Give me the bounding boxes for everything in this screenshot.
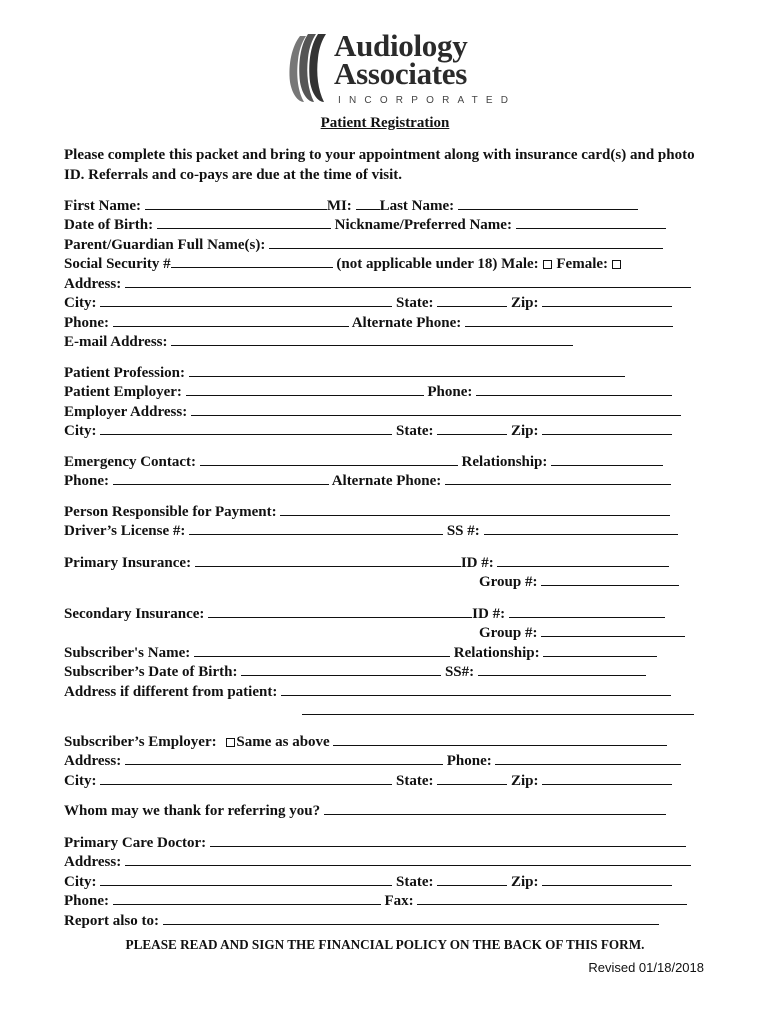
city-label: City: bbox=[64, 295, 97, 311]
employer-field[interactable] bbox=[186, 382, 424, 396]
pcp-field[interactable] bbox=[210, 833, 686, 847]
employer-city-field[interactable] bbox=[100, 421, 392, 435]
subscriber-ss-label: SS#: bbox=[444, 664, 475, 680]
intro-text: Please complete this packet and bring to your appointment along with insurance card(s) and photo ID. Referrals and co-pays are due at the time of visit. bbox=[64, 147, 695, 183]
nickname-label: Nickname/Preferred Name: bbox=[334, 217, 512, 233]
mi-label: MI: bbox=[326, 198, 352, 214]
guardian-label: Parent/Guardian Full Name(s): bbox=[64, 237, 266, 253]
last-name-label: Last Name: bbox=[379, 198, 455, 214]
ssn-note: (not applicable under 18) bbox=[336, 256, 498, 272]
responsible-label: Person Responsible for Payment: bbox=[64, 504, 277, 520]
employer-city-label: City: bbox=[64, 423, 97, 439]
emergency-relationship-label: Relationship: bbox=[461, 454, 548, 470]
subscriber-employer-zip-label: Zip: bbox=[511, 773, 539, 789]
primary-insurance-label: Primary Insurance: bbox=[64, 555, 192, 571]
logo-text-incorporated: INCORPORATED bbox=[338, 95, 517, 106]
nickname-field[interactable] bbox=[516, 215, 666, 229]
first-name-field[interactable] bbox=[145, 196, 327, 210]
pcp-phone-label: Phone: bbox=[64, 893, 109, 909]
pcp-zip-label: Zip: bbox=[511, 874, 539, 890]
report-label: Report also to: bbox=[64, 913, 159, 929]
male-checkbox[interactable] bbox=[543, 260, 552, 269]
primary-id-field[interactable] bbox=[497, 553, 669, 567]
subscriber-employer-phone-label: Phone: bbox=[446, 753, 492, 769]
same-as-above-checkbox[interactable] bbox=[226, 738, 235, 747]
pcp-fax-field[interactable] bbox=[417, 891, 687, 905]
license-ss-label: SS #: bbox=[446, 523, 480, 539]
profession-label: Patient Profession: bbox=[64, 365, 185, 381]
license-label: Driver’s License #: bbox=[64, 523, 186, 539]
profession-field[interactable] bbox=[189, 363, 625, 377]
referrer-label: Whom may we thank for referring you? bbox=[64, 803, 321, 819]
primary-id-label: ID #: bbox=[460, 555, 494, 571]
phone-label: Phone: bbox=[64, 315, 109, 331]
last-name-field[interactable] bbox=[458, 196, 638, 210]
emergency-alt-phone-label: Alternate Phone: bbox=[331, 473, 442, 489]
referrer-field[interactable] bbox=[324, 801, 666, 815]
subscriber-employer-address-label: Address: bbox=[64, 753, 122, 769]
employer-address-field[interactable] bbox=[191, 402, 681, 416]
dob-label: Date of Birth: bbox=[64, 217, 154, 233]
pcp-fax-label: Fax: bbox=[384, 893, 414, 909]
pcp-city-field[interactable] bbox=[100, 872, 392, 886]
pcp-state-label: State: bbox=[396, 874, 434, 890]
zip-field[interactable] bbox=[542, 293, 672, 307]
secondary-group-field[interactable] bbox=[541, 623, 685, 637]
address-label: Address: bbox=[64, 276, 122, 292]
subscriber-name-field[interactable] bbox=[194, 643, 450, 657]
secondary-insurance-field[interactable] bbox=[208, 604, 472, 618]
emergency-phone-field[interactable] bbox=[113, 471, 329, 485]
logo-text-associates: Associates bbox=[334, 56, 468, 91]
pcp-label: Primary Care Doctor: bbox=[64, 835, 207, 851]
responsible-field[interactable] bbox=[280, 502, 670, 516]
subscriber-name-label: Subscriber's Name: bbox=[64, 645, 191, 661]
primary-group-field[interactable] bbox=[541, 572, 679, 586]
secondary-insurance-label: Secondary Insurance: bbox=[64, 606, 205, 622]
audiology-logo-mark-icon bbox=[286, 32, 332, 104]
male-label: Male: bbox=[501, 256, 539, 272]
pcp-address-label: Address: bbox=[64, 854, 122, 870]
state-field[interactable] bbox=[437, 293, 507, 307]
revision-date: Revised 01/18/2018 bbox=[588, 960, 704, 975]
primary-group-label: Group #: bbox=[479, 574, 538, 590]
ssn-label: Social Security # bbox=[64, 256, 171, 272]
emergency-relationship-field[interactable] bbox=[551, 452, 663, 466]
company-logo bbox=[286, 26, 517, 110]
guardian-field[interactable] bbox=[269, 235, 663, 249]
subscriber-dob-label: Subscriber’s Date of Birth: bbox=[64, 664, 238, 680]
address-different-label: Address if different from patient: bbox=[64, 684, 278, 700]
pcp-phone-field[interactable] bbox=[113, 891, 381, 905]
pcp-zip-field[interactable] bbox=[542, 872, 672, 886]
emergency-phone-label: Phone: bbox=[64, 473, 109, 489]
secondary-id-field[interactable] bbox=[509, 604, 665, 618]
employer-state-field[interactable] bbox=[437, 421, 507, 435]
pcp-address-field[interactable] bbox=[125, 852, 691, 866]
alt-phone-field[interactable] bbox=[465, 313, 673, 327]
dob-field[interactable] bbox=[157, 215, 331, 229]
first-name-label: First Name: bbox=[64, 198, 142, 214]
employer-label: Patient Employer: bbox=[64, 384, 182, 400]
emergency-label: Emergency Contact: bbox=[64, 454, 197, 470]
financial-policy-notice: PLEASE READ AND SIGN THE FINANCIAL POLICY ON THE BACK OF THIS FORM. bbox=[125, 937, 645, 952]
subscriber-relationship-label: Relationship: bbox=[453, 645, 540, 661]
employer-zip-label: Zip: bbox=[511, 423, 539, 439]
mi-field[interactable] bbox=[356, 196, 380, 210]
employer-address-label: Employer Address: bbox=[64, 404, 188, 420]
alt-phone-label: Alternate Phone: bbox=[351, 315, 462, 331]
employer-phone-field[interactable] bbox=[476, 382, 672, 396]
employer-phone-label: Phone: bbox=[427, 384, 473, 400]
emergency-alt-phone-field[interactable] bbox=[445, 471, 671, 485]
zip-label: Zip: bbox=[511, 295, 539, 311]
ssn-field[interactable] bbox=[171, 254, 333, 268]
subscriber-employer-phone-field[interactable] bbox=[495, 751, 681, 765]
email-field[interactable] bbox=[171, 332, 573, 346]
emergency-field[interactable] bbox=[200, 452, 458, 466]
primary-insurance-field[interactable] bbox=[195, 553, 461, 567]
subscriber-relationship-field[interactable] bbox=[543, 643, 657, 657]
subscriber-employer-city-field[interactable] bbox=[100, 771, 392, 785]
secondary-group-label: Group #: bbox=[479, 625, 538, 641]
phone-field[interactable] bbox=[113, 313, 349, 327]
subscriber-employer-state-field[interactable] bbox=[437, 771, 507, 785]
page-title: Patient Registration bbox=[320, 115, 450, 131]
address-different-field[interactable] bbox=[281, 682, 671, 696]
subscriber-dob-field[interactable] bbox=[241, 662, 441, 676]
address-field[interactable] bbox=[125, 274, 691, 288]
license-field[interactable] bbox=[189, 521, 443, 535]
pcp-state-field[interactable] bbox=[437, 872, 507, 886]
logo-text-audiology: Audiology bbox=[334, 28, 468, 63]
city-field[interactable] bbox=[100, 293, 392, 307]
address-different-field-line2[interactable] bbox=[302, 701, 694, 715]
subscriber-employer-zip-field[interactable] bbox=[542, 771, 672, 785]
subscriber-employer-city-label: City: bbox=[64, 773, 97, 789]
female-label: Female: bbox=[556, 256, 609, 272]
pcp-city-label: City: bbox=[64, 874, 97, 890]
subscriber-employer-state-label: State: bbox=[396, 773, 434, 789]
secondary-id-label: ID #: bbox=[472, 606, 506, 622]
same-as-above-label: Same as above bbox=[236, 734, 330, 750]
employer-state-label: State: bbox=[396, 423, 434, 439]
state-label: State: bbox=[396, 295, 434, 311]
employer-zip-field[interactable] bbox=[542, 421, 672, 435]
license-ss-field[interactable] bbox=[484, 521, 678, 535]
report-field[interactable] bbox=[163, 911, 659, 925]
subscriber-employer-label: Subscriber’s Employer: bbox=[64, 734, 217, 750]
subscriber-ss-field[interactable] bbox=[478, 662, 646, 676]
email-label: E-mail Address: bbox=[64, 334, 168, 350]
subscriber-employer-address-field[interactable] bbox=[125, 751, 443, 765]
subscriber-employer-field[interactable] bbox=[333, 732, 667, 746]
female-checkbox[interactable] bbox=[612, 260, 621, 269]
